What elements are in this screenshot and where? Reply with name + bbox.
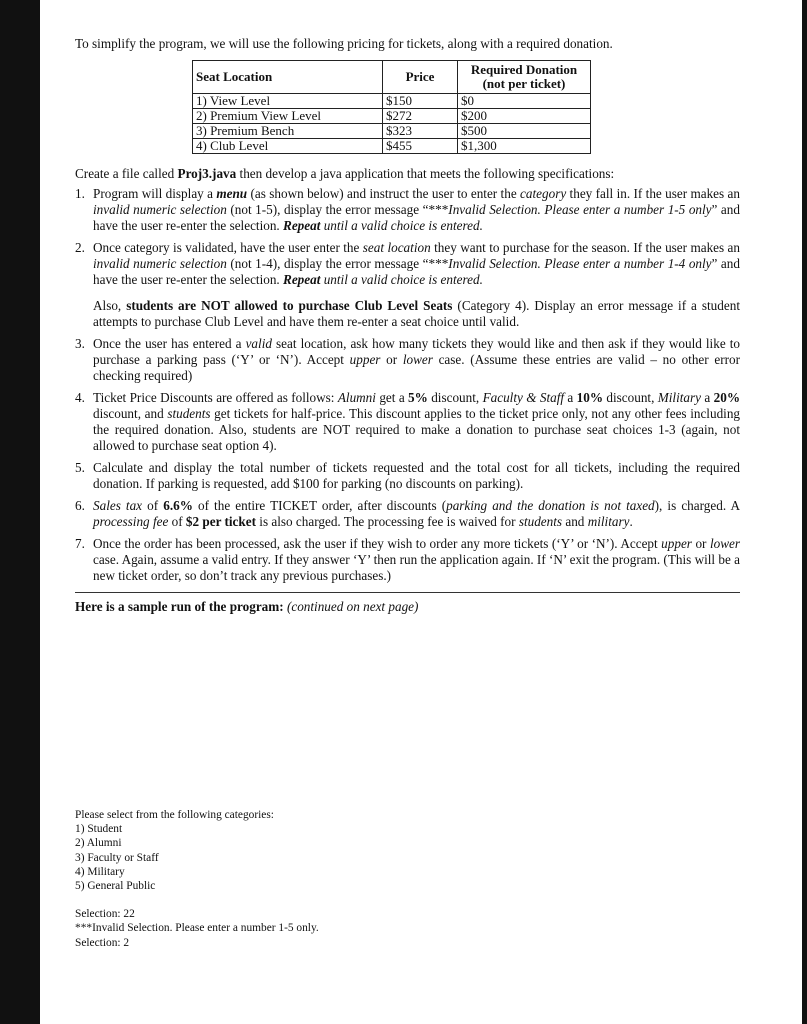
console-error: ***Invalid Selection. Please enter a number 1-5 only.	[75, 922, 319, 935]
console-option: 3) Faculty or Staff	[75, 851, 159, 864]
row-donation: $500	[458, 124, 591, 139]
row-price: $272	[383, 109, 458, 124]
document-page	[40, 0, 802, 1024]
row-donation: $200	[458, 109, 591, 124]
spec-list	[75, 186, 740, 584]
console-option: 2) Alumni	[75, 837, 122, 850]
pricing-row	[193, 94, 591, 109]
row-location: 1) View Level	[193, 94, 383, 109]
console-option: 4) Military	[75, 865, 125, 878]
pricing-row	[193, 109, 591, 124]
spec-item-6: 6. Sales tax of 6.6% of the entire TICKET order, after discounts (parking and the donation is not taxed), is charged. A processing fee of $2 per ticket is also charged. The processing fee is waived for students and military.	[75, 498, 740, 529]
row-location: 3) Premium Bench	[193, 124, 383, 139]
row-location: 2) Premium View Level	[193, 109, 383, 124]
spec-intro: Create a file called Proj3.java then develop a java application that meets the following specifications:	[75, 166, 615, 181]
row-location: 4) Club Level	[193, 139, 383, 154]
sample-console-output	[75, 808, 319, 950]
pricing-row	[193, 124, 591, 139]
header-donation	[458, 61, 591, 94]
console-option: 1) Student	[75, 823, 123, 836]
pricing-row	[193, 139, 591, 154]
header-donation-line2: (not per ticket)	[482, 76, 566, 91]
header-donation-line1: Required Donation	[470, 62, 578, 77]
spec-item-2: 2. Once category is validated, have the user enter the seat location they want to purchase for the season. If the user makes an invalid numeric selection (not 1-4), display the error message “***Invalid Selection. Please enter a number 1-4 only” and have the user re-enter the selection. Repeat until a valid choice is entered. Also, students are NOT allowed to purchase Club Level Seats (Category 4). Display an error message if a student attempts to purchase Club Level and have them re-enter a seat choice until valid.	[75, 240, 741, 329]
spec-item-3: 3. Once the user has entered a valid seat location, ask how many tickets they would like and then ask if they would like to purchase a parking pass (‘Y’ or ‘N’). Accept upper or lower case. (Assume these entries are valid – no other error checking required)	[75, 336, 741, 383]
right-margin	[802, 0, 807, 1024]
pricing-table	[192, 60, 591, 154]
continued-note: (continued on next page)	[286, 599, 419, 614]
row-donation: $1,300	[458, 139, 591, 154]
sample-heading: Here is a sample run of the program: (continued on next page)	[75, 599, 419, 614]
spec-item-5: 5. Calculate and display the total number of tickets requested and the total cost for all tickets, including the required donation. If parking is requested, add $100 for parking (no discounts on parking).	[75, 460, 740, 491]
divider	[75, 592, 740, 593]
spec-item-1: 1. Program will display a menu (as shown below) and instruct the user to enter the category they fall in. If the user makes an invalid numeric selection (not 1-5), display the error message “***Invalid Selection. Please enter a number 1-5 only” and have the user re-enter the selection. Repeat until a valid choice is entered.	[75, 186, 740, 233]
spec-item-4: 4. Ticket Price Discounts are offered as follows: Alumni get a 5% discount, Faculty & Staff a 10% discount, Military a 20% discount, and students get tickets for half-price. This discount applies to the ticket price only, not any other fees including the required donation. Also, students are NOT required to make a donation to purchase seat choices 1-3 (again, not allowed to purchase seat option 4).	[75, 390, 741, 453]
console-option: 5) General Public	[75, 880, 156, 893]
row-price: $323	[383, 124, 458, 139]
header-price: Price	[383, 61, 458, 94]
left-margin	[0, 0, 40, 1024]
row-price: $150	[383, 94, 458, 109]
row-price: $455	[383, 139, 458, 154]
intro-text: To simplify the program, we will use the following pricing for tickets, along with a required donation.	[75, 36, 613, 51]
console-selection: Selection: 22	[75, 908, 135, 921]
file-name: Proj3.java	[177, 166, 237, 181]
header-seat-location: Seat Location	[193, 61, 383, 94]
pricing-header-row	[193, 61, 591, 94]
console-selection: Selection: 2	[75, 936, 130, 949]
row-donation: $0	[458, 94, 591, 109]
document-content	[75, 36, 740, 615]
console-prompt: Please select from the following categories:	[75, 809, 274, 821]
spec-item-7: 7. Once the order has been processed, ask the user if they wish to order any more tickets (‘Y’ or ‘N’). Accept upper or lower case. Again, assume a valid entry. If they answer ‘Y’ then run the application again. If ‘N’ exit the program. (This will be a new ticket order, so don’t track any previous purchases.)	[75, 536, 740, 583]
